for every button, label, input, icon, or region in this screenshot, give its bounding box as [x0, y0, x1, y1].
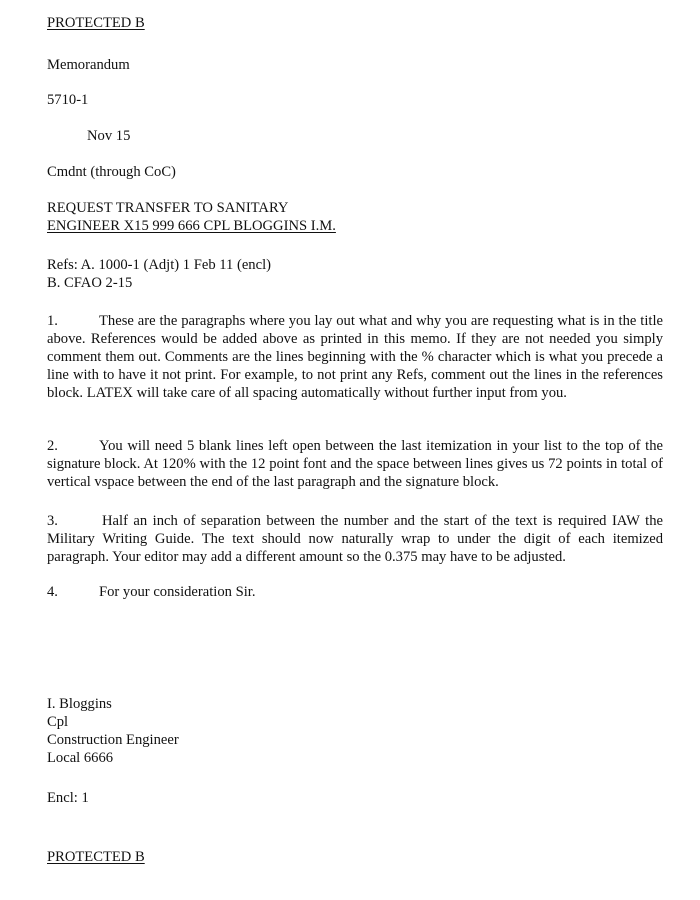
paragraph-text: These are the paragraphs where you lay out what and why you are requesting what is in the title above. References would be added above as printed in this memo. If they are not needed you simply comment them out. Comments are the lines beginning with the % character which is what you precede a line with to have it not print. For example, to not print any Refs, comment out the lines in the references block. LATEX will take care of all spacing automatically without further input from you. [47, 313, 663, 401]
subject-line-2: ENGINEER X15 999 666 CPL BLOGGINS I.M. [47, 218, 336, 234]
paragraph-4 [47, 583, 663, 601]
subject-line-1: REQUEST TRANSFER TO SANITARY [47, 200, 289, 216]
paragraph-number: 3. [47, 513, 58, 529]
classification-header: PROTECTED B [47, 15, 145, 31]
classification-footer: PROTECTED B [47, 849, 145, 865]
signature-block [47, 695, 179, 767]
references-a: Refs: A. 1000-1 (Adjt) 1 Feb 11 (encl) [47, 257, 272, 273]
memo-recipient: Cmdnt (through CoC) [47, 164, 176, 180]
memo-type: Memorandum [47, 57, 130, 73]
enclosure-count: Encl: 1 [47, 790, 89, 806]
memo-page [47, 0, 663, 900]
paragraph-text: For your consideration Sir. [99, 584, 256, 600]
paragraph-text: Half an inch of separation between the number and the start of the text is required IAW the Military Writing Guide. The text should now naturally wrap to under the digit of each itemized paragraph. Your editor may add a different amount so the 0.375 may have to be adjusted. [47, 513, 663, 565]
paragraph-1 [47, 312, 663, 402]
signature-rank: Cpl [47, 714, 69, 730]
paragraph-3 [47, 512, 663, 566]
signature-position: Construction Engineer [47, 732, 179, 748]
paragraph-number: 2. [47, 438, 58, 454]
signature-unit: Local 6666 [47, 750, 114, 766]
signature-name: I. Bloggins [47, 696, 112, 712]
file-number: 5710-1 [47, 92, 89, 108]
paragraph-number: 1. [47, 313, 58, 329]
paragraph-2 [47, 437, 663, 491]
paragraph-text: You will need 5 blank lines left open between the last itemization in your list to the top of the signature block. At 120% with the 12 point font and the space between lines gives us 72 points in total of vertical vspace between the end of the last paragraph and the signature block. [47, 438, 663, 490]
memo-date: Nov 15 [87, 128, 131, 144]
paragraph-number: 4. [47, 584, 58, 600]
references-b: B. CFAO 2-15 [47, 275, 133, 291]
